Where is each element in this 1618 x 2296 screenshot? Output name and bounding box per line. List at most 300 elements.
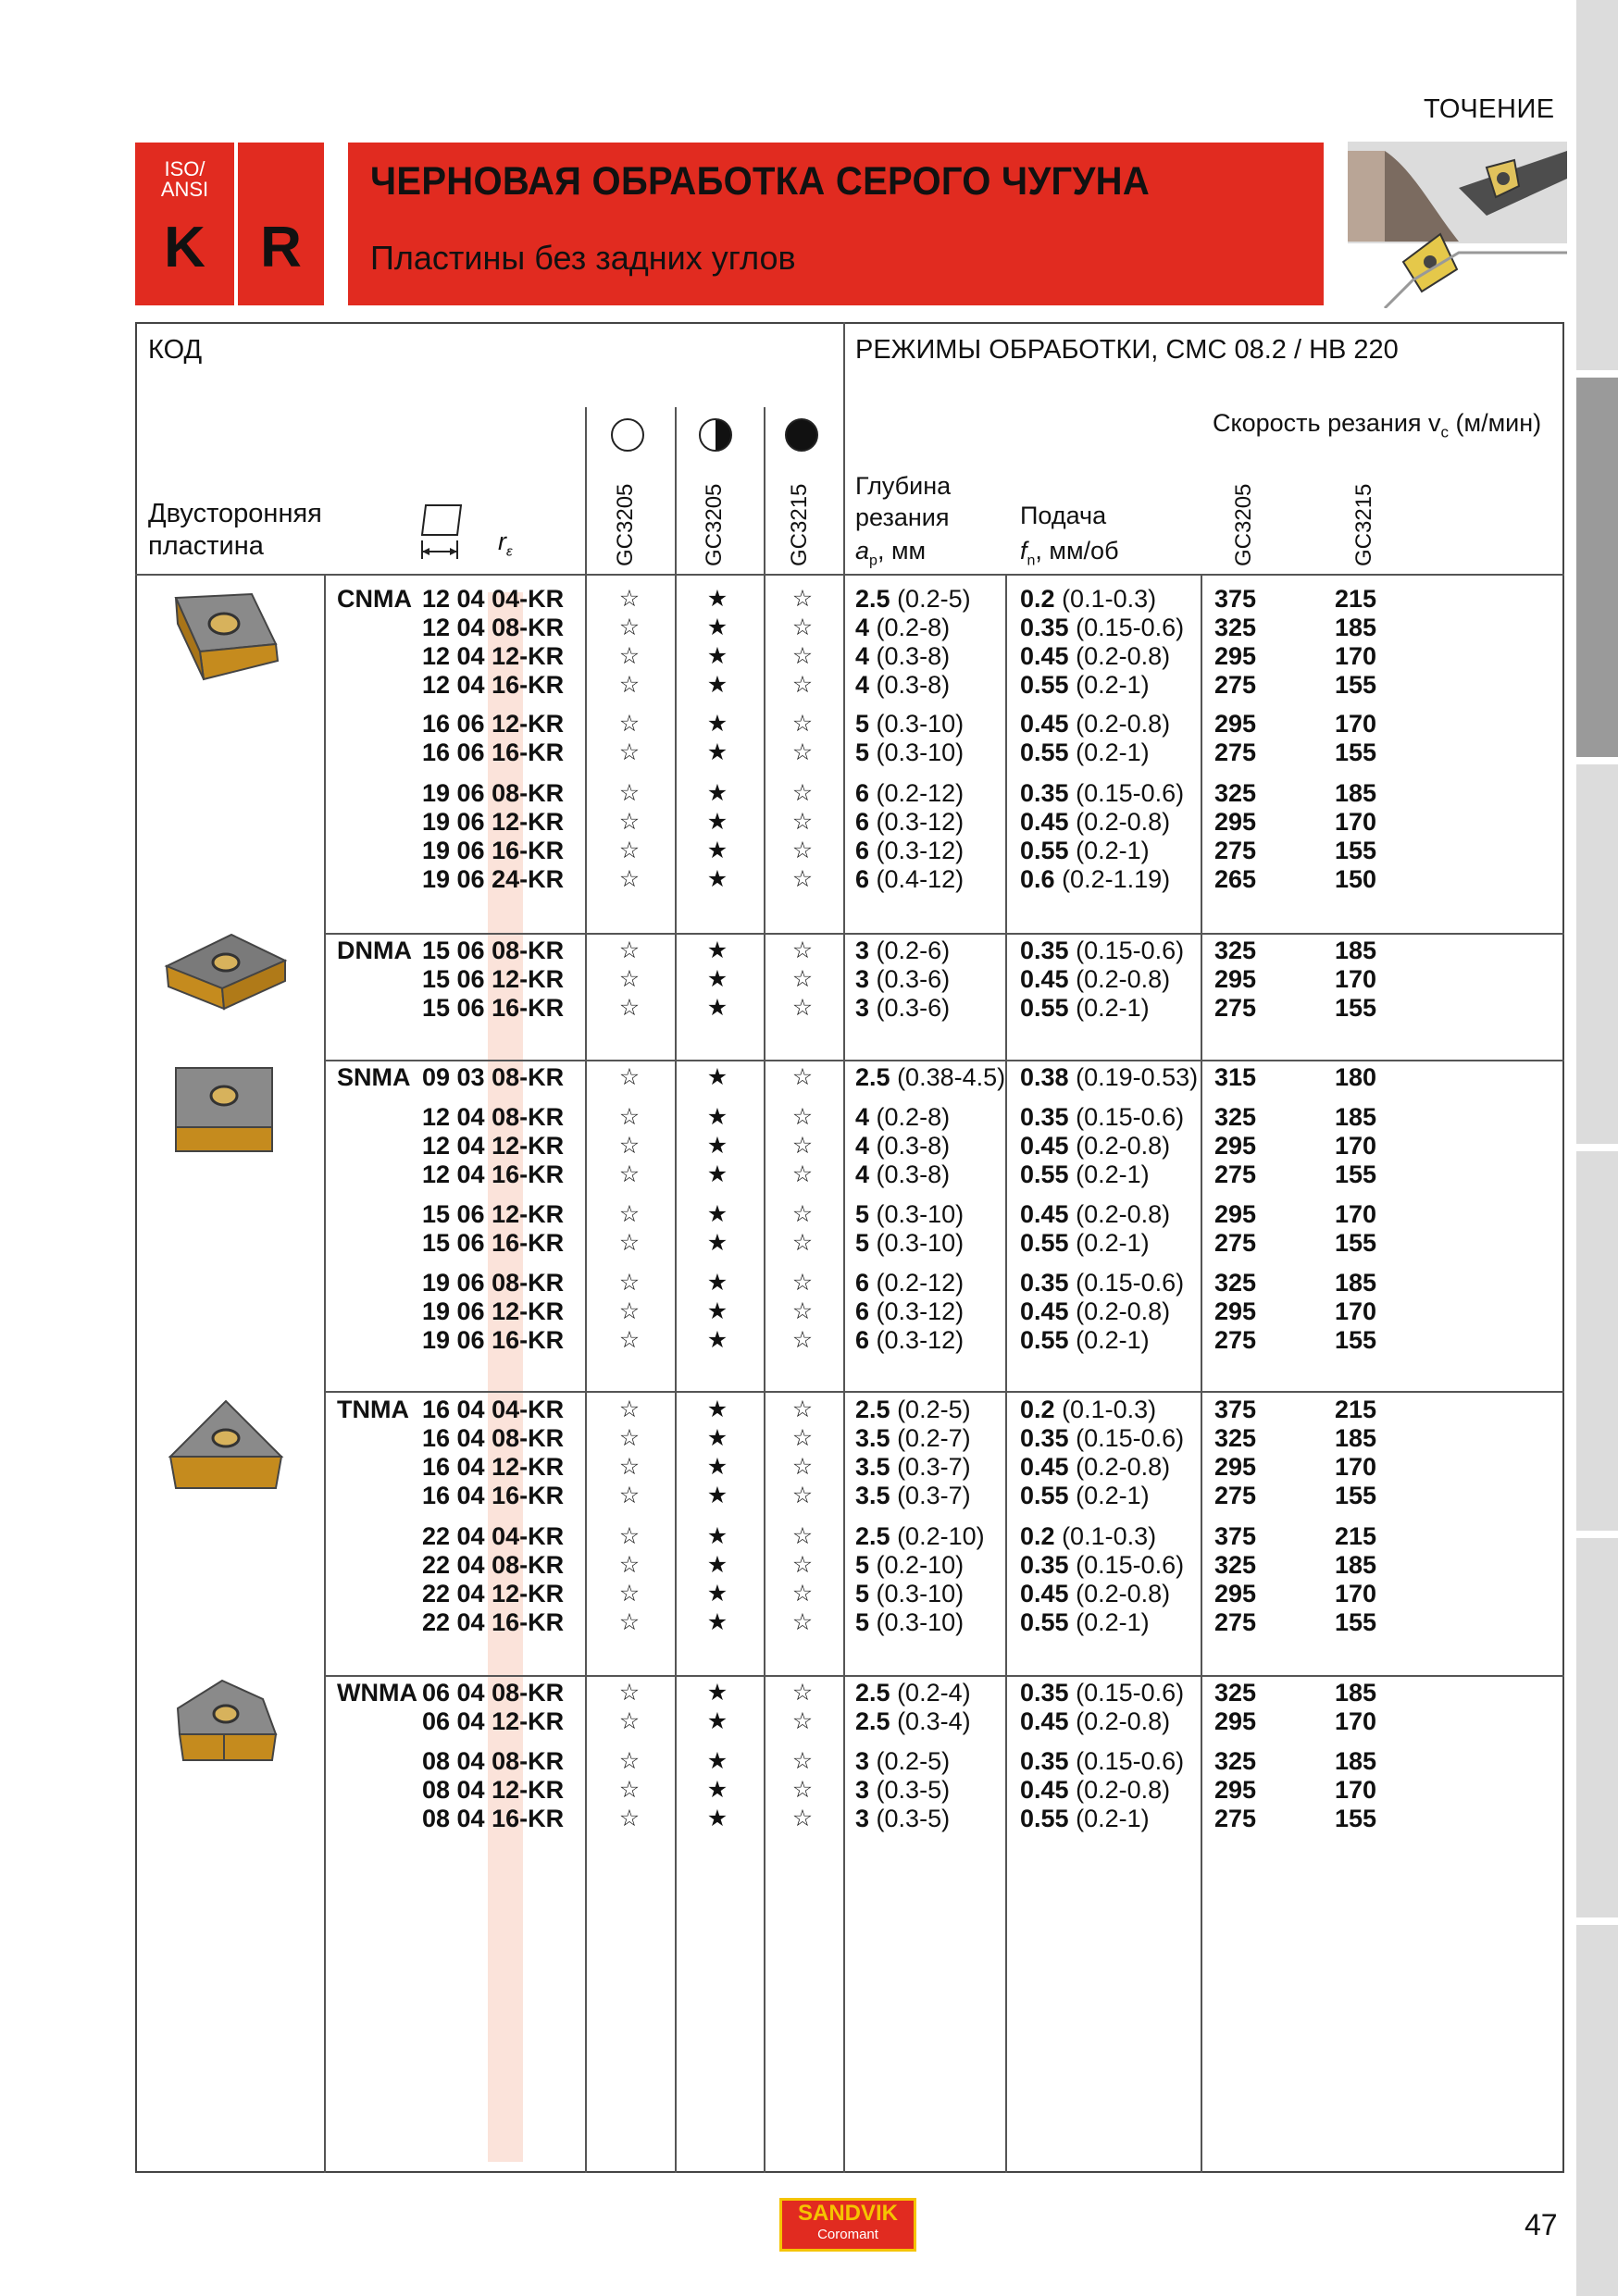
feed-cell — [1020, 738, 1150, 767]
feed-range: (0.1-0.3) — [1062, 1396, 1157, 1423]
cnma-insert-image — [163, 590, 287, 687]
star-open-icon: ☆ — [791, 1201, 814, 1227]
star-filled-icon: ★ — [706, 1161, 728, 1187]
speed-value-gc3205: 325 — [1214, 1269, 1257, 1297]
grade-mark — [789, 1326, 816, 1355]
grade-col-2: GC3205 — [702, 483, 727, 566]
speed-cell — [1335, 585, 1376, 614]
depth-value: 2.5 — [855, 1707, 890, 1735]
star-open-icon: ☆ — [618, 643, 641, 669]
depth-range: (0.38-4.5) — [897, 1063, 1006, 1091]
depth-cell — [855, 779, 964, 808]
feed-range: (0.15-0.6) — [1076, 937, 1185, 964]
feed-value: 0.55 — [1020, 1608, 1069, 1636]
depth-value: 4 — [855, 614, 870, 641]
star-filled-icon: ★ — [706, 1552, 728, 1578]
grade-mark — [703, 671, 731, 700]
speed-value-gc3215: 170 — [1335, 1580, 1377, 1607]
depth-range: (0.3-8) — [876, 642, 951, 670]
grade-mark — [616, 1776, 643, 1805]
feed-range: (0.2-0.8) — [1076, 710, 1171, 738]
star-open-icon: ☆ — [618, 1777, 641, 1803]
grade-mark — [616, 738, 643, 767]
iso-label: ISO/ ANSI — [160, 157, 209, 201]
speed-value-gc3215: 155 — [1335, 1608, 1377, 1636]
speed-value-gc3205: 325 — [1214, 937, 1257, 964]
grade-mark — [789, 837, 816, 865]
grade-mark — [616, 779, 643, 808]
star-open-icon: ☆ — [791, 1161, 814, 1187]
depth-value: 2.5 — [855, 1522, 890, 1550]
star-open-icon: ☆ — [791, 1270, 814, 1296]
grade-medium-icon — [699, 418, 732, 452]
speed-cell — [1214, 1608, 1256, 1637]
insert-code: 19 06 08-KR — [422, 779, 565, 807]
speed-cell — [1214, 808, 1256, 837]
star-open-icon: ☆ — [791, 1581, 814, 1607]
insert-code: 19 06 16-KR — [422, 1326, 565, 1354]
feed-cell — [1020, 1453, 1170, 1482]
depth-range: (0.3-10) — [876, 1229, 965, 1257]
star-open-icon: ☆ — [618, 1064, 641, 1090]
speed-value-gc3215: 155 — [1335, 1160, 1377, 1188]
grade-mark — [703, 1747, 731, 1776]
speed-cell — [1335, 1608, 1376, 1637]
speed-cell — [1335, 1229, 1376, 1258]
speed-cell — [1214, 1482, 1256, 1510]
feed-value: 0.55 — [1020, 671, 1069, 699]
depth-cell — [855, 1707, 971, 1736]
grade-mark — [703, 1679, 731, 1707]
insert-code: 12 04 12-KR — [422, 642, 565, 670]
star-open-icon: ☆ — [791, 1806, 814, 1831]
speed-value-gc3215: 215 — [1335, 585, 1377, 613]
grade-mark — [789, 1679, 816, 1707]
speed-value-gc3205: 325 — [1214, 1747, 1257, 1775]
grade-mark — [789, 865, 816, 894]
grade-mark — [703, 1200, 731, 1229]
table-row-code — [337, 1707, 568, 1736]
grade-mark — [616, 1200, 643, 1229]
grade-mark — [703, 1103, 731, 1132]
star-open-icon: ☆ — [618, 711, 641, 737]
feed-value: 0.45 — [1020, 1132, 1069, 1160]
feed-cell — [1020, 1063, 1198, 1092]
feed-range: (0.2-1) — [1076, 738, 1150, 766]
table-row-code — [337, 1396, 568, 1424]
feed-value: 0.45 — [1020, 642, 1069, 670]
depth-range: (0.3-5) — [876, 1776, 951, 1804]
feed-cell — [1020, 837, 1150, 865]
star-open-icon: ☆ — [618, 1161, 641, 1187]
star-filled-icon: ★ — [706, 1454, 728, 1480]
star-open-icon: ☆ — [791, 937, 814, 963]
depth-cell — [855, 1453, 971, 1482]
section-title: ТОЧЕНИЕ — [1424, 94, 1555, 124]
grade-mark — [789, 1776, 816, 1805]
grade-mark — [616, 1297, 643, 1326]
speed-value-gc3205: 325 — [1214, 614, 1257, 641]
table-row-code — [337, 1805, 568, 1833]
grade-mark — [703, 738, 731, 767]
grade-mark — [616, 1229, 643, 1258]
feed-cell — [1020, 1160, 1150, 1189]
speed-value-gc3215: 185 — [1335, 1269, 1377, 1297]
turning-tool-illustration — [1348, 142, 1567, 308]
star-open-icon: ☆ — [618, 1201, 641, 1227]
feed-cell — [1020, 1326, 1150, 1355]
depth-cell — [855, 614, 950, 642]
insert-code: 12 04 08-KR — [422, 1103, 565, 1131]
grade-mark — [789, 994, 816, 1023]
table-row-code — [337, 1297, 568, 1326]
speed-value-gc3205: 275 — [1214, 1160, 1257, 1188]
speed-value-gc3215: 185 — [1335, 1679, 1377, 1706]
speed-cell — [1214, 1747, 1256, 1776]
speed-cell — [1335, 1776, 1376, 1805]
star-open-icon: ☆ — [618, 838, 641, 863]
feed-value: 0.35 — [1020, 937, 1069, 964]
depth-value: 6 — [855, 1297, 870, 1325]
insert-code: 22 04 04-KR — [422, 1522, 565, 1550]
star-open-icon: ☆ — [618, 966, 641, 992]
insert-code: 16 04 16-KR — [422, 1482, 565, 1509]
depth-range: (0.3-7) — [897, 1482, 971, 1509]
speed-grade-2: GC3215 — [1351, 483, 1376, 566]
iso-letter-k: K — [164, 216, 205, 279]
speed-value-gc3215: 170 — [1335, 710, 1377, 738]
star-open-icon: ☆ — [791, 1454, 814, 1480]
insert-family: TNMA — [337, 1396, 409, 1423]
speed-cell — [1335, 1396, 1376, 1424]
speed-header: Скорость резания $v_c$ (м/мин) — [1213, 409, 1542, 441]
insert-code: 19 06 12-KR — [422, 808, 565, 836]
speed-value-gc3215: 155 — [1335, 1482, 1377, 1509]
grade-mark — [616, 1103, 643, 1132]
depth-value: 4 — [855, 1132, 870, 1160]
star-open-icon: ☆ — [618, 739, 641, 765]
star-open-icon: ☆ — [791, 1298, 814, 1324]
feed-value: 0.2 — [1020, 1522, 1055, 1550]
feed-range: (0.15-0.6) — [1076, 779, 1185, 807]
depth-range: (0.3-12) — [876, 1326, 965, 1354]
depth-cell — [855, 1396, 971, 1424]
speed-cell — [1335, 1326, 1376, 1355]
star-filled-icon: ★ — [706, 1270, 728, 1296]
feed-value: 0.55 — [1020, 1326, 1069, 1354]
speed-cell — [1335, 994, 1376, 1023]
speed-cell — [1335, 1679, 1376, 1707]
speed-value-gc3205: 325 — [1214, 1103, 1257, 1131]
feed-range: (0.2-0.8) — [1076, 1297, 1171, 1325]
grade-mark — [616, 614, 643, 642]
divider — [843, 322, 845, 2173]
divider — [585, 407, 587, 2173]
depth-value: 5 — [855, 1200, 870, 1228]
depth-cell — [855, 1608, 964, 1637]
speed-value-gc3215: 155 — [1335, 738, 1377, 766]
grade-mark — [789, 710, 816, 738]
star-filled-icon: ★ — [706, 1425, 728, 1451]
side-tab — [1576, 1151, 1618, 1531]
depth-range: (0.2-10) — [897, 1522, 985, 1550]
speed-value-gc3205: 295 — [1214, 1132, 1257, 1160]
depth-cell — [855, 937, 950, 965]
speed-cell — [1214, 1103, 1256, 1132]
depth-value: 2.5 — [855, 1396, 890, 1423]
star-open-icon: ☆ — [618, 1523, 641, 1549]
speed-cell — [1214, 1132, 1256, 1160]
depth-cell — [855, 1805, 950, 1833]
speed-value-gc3215: 155 — [1335, 1805, 1377, 1832]
grade-mark — [616, 808, 643, 837]
depth-value: 3 — [855, 1805, 870, 1832]
grade-mark — [789, 614, 816, 642]
speed-value-gc3205: 265 — [1214, 865, 1257, 893]
star-filled-icon: ★ — [706, 1396, 728, 1422]
star-filled-icon: ★ — [706, 586, 728, 612]
speed-cell — [1214, 710, 1256, 738]
speed-cell — [1335, 1482, 1376, 1510]
grade-mark — [616, 642, 643, 671]
speed-cell — [1214, 1707, 1256, 1736]
speed-value-gc3205: 295 — [1214, 1297, 1257, 1325]
speed-cell — [1335, 1522, 1376, 1551]
grade-mark — [789, 1424, 816, 1453]
depth-cell — [855, 1551, 964, 1580]
speed-cell — [1335, 1200, 1376, 1229]
star-filled-icon: ★ — [706, 995, 728, 1021]
grade-col-3: GC3215 — [787, 483, 812, 566]
star-open-icon: ☆ — [791, 966, 814, 992]
feed-cell — [1020, 1608, 1150, 1637]
grade-mark — [789, 1132, 816, 1160]
grade-mark — [789, 1269, 816, 1297]
grade-mark — [703, 585, 731, 614]
feed-value: 0.2 — [1020, 1396, 1055, 1423]
depth-cell — [855, 710, 964, 738]
feed-range: (0.15-0.6) — [1076, 1103, 1185, 1131]
table-row-code — [337, 1522, 568, 1551]
speed-cell — [1335, 1297, 1376, 1326]
depth-range: (0.3-8) — [876, 1132, 951, 1160]
speed-value-gc3215: 185 — [1335, 614, 1377, 641]
speed-cell — [1214, 994, 1256, 1023]
table-row-code — [337, 642, 568, 671]
star-open-icon: ☆ — [618, 1609, 641, 1635]
feed-cell — [1020, 1482, 1150, 1510]
feed-cell — [1020, 710, 1170, 738]
grade-mark — [789, 1200, 816, 1229]
star-filled-icon: ★ — [706, 1104, 728, 1130]
depth-label: Глубина резания — [855, 472, 952, 531]
grade-mark — [789, 1063, 816, 1092]
grade-mark — [789, 1453, 816, 1482]
iso-letter-r: R — [260, 216, 302, 279]
grade-mark — [703, 1608, 731, 1637]
speed-cell — [1214, 1580, 1256, 1608]
speed-value-gc3205: 275 — [1214, 837, 1257, 864]
star-open-icon: ☆ — [791, 1708, 814, 1734]
speed-value-gc3205: 325 — [1214, 1551, 1257, 1579]
speed-cell — [1214, 1424, 1256, 1453]
insert-code: 22 04 08-KR — [422, 1551, 565, 1579]
feed-value: 0.55 — [1020, 1805, 1069, 1832]
feed-value: 0.6 — [1020, 865, 1055, 893]
star-open-icon: ☆ — [791, 1552, 814, 1578]
speed-grade-1: GC3205 — [1231, 483, 1256, 566]
star-filled-icon: ★ — [706, 711, 728, 737]
insert-family: CNMA — [337, 585, 412, 613]
feed-value: 0.38 — [1020, 1063, 1069, 1091]
speed-cell — [1335, 1063, 1376, 1092]
star-open-icon: ☆ — [618, 1327, 641, 1353]
speed-cell — [1335, 837, 1376, 865]
grade-mark — [789, 585, 816, 614]
grade-roughing-icon — [785, 418, 818, 452]
star-open-icon: ☆ — [618, 1230, 641, 1256]
star-open-icon: ☆ — [618, 586, 641, 612]
depth-range: (0.3-12) — [876, 1297, 965, 1325]
insert-code: 16 04 08-KR — [422, 1424, 565, 1452]
feed-value: 0.55 — [1020, 994, 1069, 1022]
grade-mark — [616, 1396, 643, 1424]
feed-cell — [1020, 1424, 1184, 1453]
feed-value: 0.55 — [1020, 738, 1069, 766]
divider — [675, 407, 677, 2173]
speed-cell — [1214, 965, 1256, 994]
grade-mark — [616, 1160, 643, 1189]
speed-value-gc3205: 295 — [1214, 1776, 1257, 1804]
feed-range: (0.15-0.6) — [1076, 1747, 1185, 1775]
speed-cell — [1335, 1453, 1376, 1482]
feed-range: (0.15-0.6) — [1076, 1679, 1185, 1706]
speed-cell — [1214, 642, 1256, 671]
feed-cell — [1020, 1776, 1170, 1805]
grade-mark — [703, 837, 731, 865]
grade-mark — [789, 1103, 816, 1132]
speed-cell — [1214, 671, 1256, 700]
star-open-icon: ☆ — [791, 1777, 814, 1803]
speed-cell — [1214, 837, 1256, 865]
table-row-code — [337, 1482, 568, 1510]
feed-value: 0.45 — [1020, 1776, 1069, 1804]
star-open-icon: ☆ — [618, 1133, 641, 1159]
grade-mark — [703, 779, 731, 808]
speed-value-gc3215: 155 — [1335, 1229, 1377, 1257]
feed-range: (0.15-0.6) — [1076, 1424, 1185, 1452]
speed-value-gc3215: 170 — [1335, 642, 1377, 670]
page-number: 47 — [1525, 2208, 1558, 2241]
grade-mark — [616, 710, 643, 738]
table-row-code — [337, 1229, 568, 1258]
depth-cell — [855, 1229, 964, 1258]
feed-cell — [1020, 1580, 1170, 1608]
depth-value: 6 — [855, 1326, 870, 1354]
grade-mark — [789, 671, 816, 700]
depth-cell — [855, 1132, 950, 1160]
speed-cell — [1214, 779, 1256, 808]
depth-value: 4 — [855, 1160, 870, 1188]
feed-value: 0.2 — [1020, 585, 1055, 613]
star-open-icon: ☆ — [618, 1552, 641, 1578]
speed-cell — [1335, 1269, 1376, 1297]
speed-cell — [1214, 614, 1256, 642]
depth-range: (0.3-6) — [876, 994, 951, 1022]
depth-cell — [855, 1063, 1005, 1092]
depth-value: 6 — [855, 837, 870, 864]
speed-value-gc3215: 155 — [1335, 837, 1377, 864]
depth-cell — [855, 1747, 950, 1776]
feed-value: 0.45 — [1020, 1453, 1069, 1481]
feed-cell — [1020, 1103, 1184, 1132]
table-row-code — [337, 865, 568, 894]
depth-value: 3.5 — [855, 1453, 890, 1481]
depth-cell — [855, 671, 950, 700]
speed-cell — [1214, 1297, 1256, 1326]
grade-finishing-icon — [611, 418, 644, 452]
depth-value: 3 — [855, 1776, 870, 1804]
table-row-code — [337, 738, 568, 767]
insert-code: 15 06 08-KR — [422, 937, 565, 964]
speed-value-gc3205: 295 — [1214, 1200, 1257, 1228]
speed-value-gc3215: 170 — [1335, 1297, 1377, 1325]
grade-mark — [616, 671, 643, 700]
divider — [764, 407, 765, 2173]
depth-value: 3.5 — [855, 1424, 890, 1452]
depth-range: (0.3-10) — [876, 1200, 965, 1228]
feed-cell — [1020, 1297, 1170, 1326]
feed-value: 0.45 — [1020, 1297, 1069, 1325]
tnma-insert-image — [165, 1397, 287, 1494]
grade-mark — [703, 937, 731, 965]
star-open-icon: ☆ — [618, 1104, 641, 1130]
grade-mark — [703, 965, 731, 994]
grade-mark — [703, 865, 731, 894]
star-filled-icon: ★ — [706, 866, 728, 892]
star-open-icon: ☆ — [791, 838, 814, 863]
speed-value-gc3205: 295 — [1214, 1707, 1257, 1735]
speed-cell — [1335, 1747, 1376, 1776]
feed-cell — [1020, 1522, 1156, 1551]
speed-value-gc3205: 275 — [1214, 1326, 1257, 1354]
grade-mark — [789, 1747, 816, 1776]
table-row-code — [337, 710, 568, 738]
star-open-icon: ☆ — [791, 995, 814, 1021]
speed-value-gc3205: 325 — [1214, 779, 1257, 807]
speed-value-gc3215: 215 — [1335, 1522, 1377, 1550]
depth-cell — [855, 585, 971, 614]
star-filled-icon: ★ — [706, 1201, 728, 1227]
star-open-icon: ☆ — [618, 1806, 641, 1831]
double-sided-label: Двусторонняя пластина — [148, 499, 322, 561]
table-row-code — [337, 1103, 568, 1132]
insert-code: 15 06 16-KR — [422, 994, 565, 1022]
feed-range: (0.2-1) — [1076, 1326, 1150, 1354]
depth-cell — [855, 994, 950, 1023]
speed-value-gc3205: 295 — [1214, 1580, 1257, 1607]
grade-mark — [789, 1522, 816, 1551]
speed-value-gc3215: 170 — [1335, 1200, 1377, 1228]
depth-cell — [855, 1326, 964, 1355]
star-filled-icon: ★ — [706, 643, 728, 669]
table-row-code — [337, 1132, 568, 1160]
depth-cell — [855, 837, 964, 865]
feed-range: (0.2-1) — [1076, 994, 1150, 1022]
grade-mark — [703, 1269, 731, 1297]
depth-cell — [855, 738, 964, 767]
speed-value-gc3205: 325 — [1214, 1424, 1257, 1452]
